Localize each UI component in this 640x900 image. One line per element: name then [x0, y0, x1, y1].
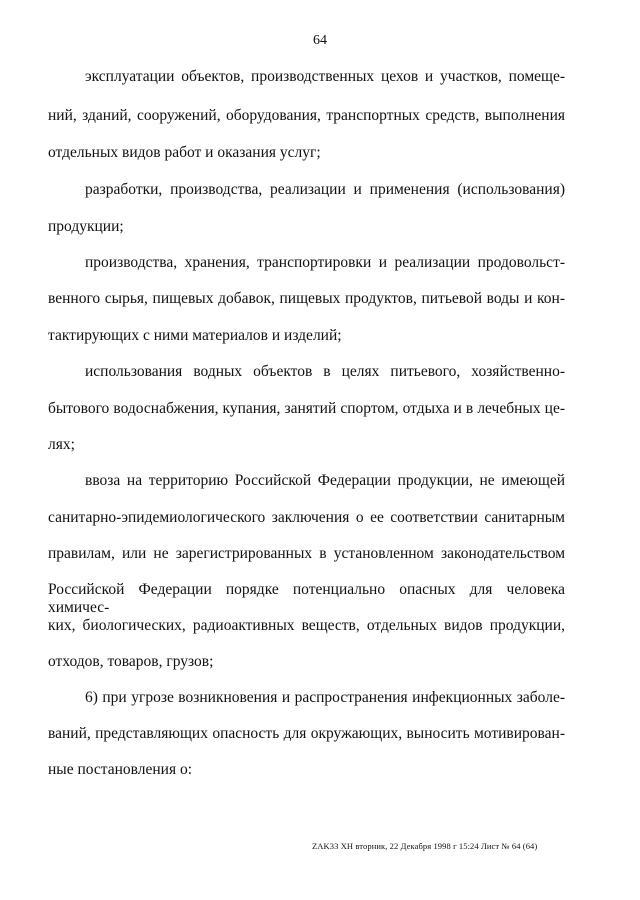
text-line: Российской Федерации порядке потенциально опасных для человека химичес- [48, 581, 565, 616]
text-line: венного сырья, пищевых добавок, пищевых продуктов, питьевой воды и кон- [48, 290, 565, 307]
text-line: ких, биологических, радиоактивных веществ, отдельных видов продукции, [48, 617, 565, 634]
text-line: санитарно-эпидемиологического заключения о ее соответствии санитарным [48, 509, 565, 526]
page-number: 64 [313, 33, 327, 48]
footer-stamp: ZAK33 XH вторник, 22 Декабря 1998 г 15:24 Лист № 64 (64) [312, 841, 538, 851]
text-line: тактирующих с ними материалов и изделий; [48, 327, 342, 344]
text-line: бытового водоснабжения, купания, занятий спортом, отдыха и в лечебных це- [48, 400, 565, 417]
text-line: продукции; [48, 218, 124, 235]
text-line: разработки, производства, реализации и применения (использования) [85, 181, 565, 198]
text-line: правилам, или не зарегистрированных в установленном законодательством [48, 545, 565, 562]
text-line: ваний, представляющих опасность для окружающих, выносить мотивирован- [48, 725, 565, 742]
text-line: использования водных объектов в целях питьевого, хозяйственно- [85, 363, 565, 380]
text-line: 6) при угрозе возникновения и распространения инфекционных заболе- [85, 689, 565, 706]
text-line: ний, зданий, сооружений, оборудования, транспортных средств, выполнения [48, 107, 565, 124]
text-line: отходов, товаров, грузов; [48, 653, 214, 670]
text-line: отдельных видов работ и оказания услуг; [48, 144, 321, 161]
text-line: эксплуатации объектов, производственных цехов и участков, помеще- [85, 68, 565, 85]
text-line: ные постановления о: [48, 761, 193, 778]
text-line: лях; [48, 436, 75, 453]
text-line: производства, хранения, транспортировки и реализации продовольст- [85, 254, 565, 271]
text-line: ввоза на территорию Российской Федерации продукции, не имеющей [85, 472, 565, 489]
